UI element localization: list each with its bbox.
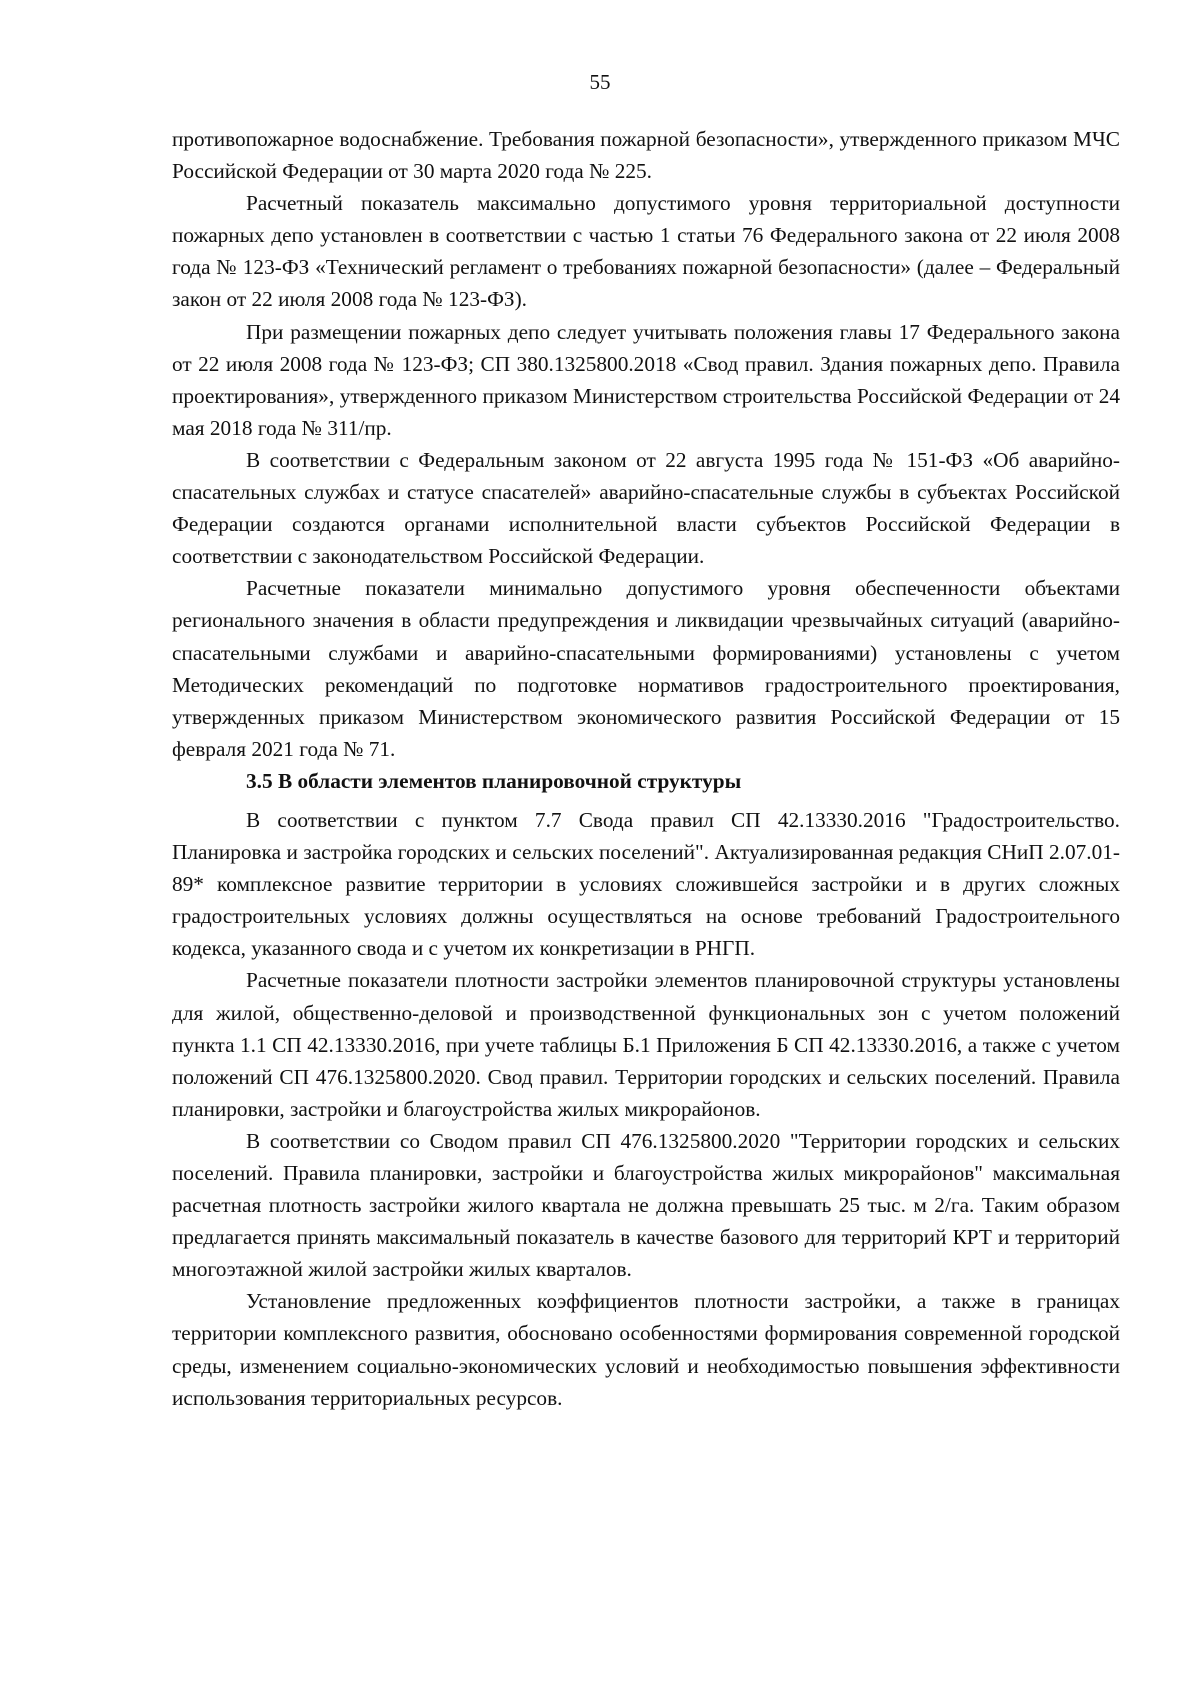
paragraph-max-density: В соответствии со Сводом правил СП 476.1325800.2020 "Территории городских и сельских поселений. Правила планировки, застройки и благоустройства жилых микрорайонов" максимальная расчетная плотность застройки жилого квартала не должна превышать 25 тыс. м 2/га. Таким образом предлагается принять максимальный показатель в качестве базового для территорий КРТ и территорий многоэтажной жилой застройки жилых кварталов. — [172, 1128, 1120, 1282]
document-body — [172, 123, 1120, 1414]
paragraph-density-indicators: Расчетные показатели плотности застройки элементов планировочной структуры установлены для жилой, общественно-деловой и производственной функциональных зон с учетом положений пункта 1.1 СП 42.13330.2016, при учете таблицы Б.1 Приложения Б СП 42.13330.2016, а также с учетом положений СП 476.1325800.2020. Свод правил. Территории городских и сельских поселений. Правила планировки, застройки и благоустройства жилых микрорайонов. — [172, 968, 1120, 1121]
section-heading: 3.5 В области элементов планировочной структуры — [246, 768, 742, 793]
paragraph-emergency-indicators: Расчетные показатели минимально допустимого уровня обеспеченности объектами регионального значения в области предупреждения и ликвидации чрезвычайных ситуаций (аварийно-спасательными службами и аварийно-спасательными формированиями) установлены с учетом Методических рекомендаций по подготовке нормативов градостроительного проектирования, утвержденных приказом Министерством экономического развития Российской Федерации от 15 февраля 2021 года № 71. — [172, 576, 1120, 761]
page-number: 55 — [589, 70, 611, 94]
paragraph-rescue-services: В соответствии с Федеральным законом от 22 августа 1995 года № 151-ФЗ «Об аварийно-спасательных службах и статусе спасателей» аварийно-спасательные службы в субъектах Российской Федерации создаются органами исполнительной власти субъектов Российской Федерации в соответствии с законодательством Российской Федерации. — [172, 447, 1120, 569]
paragraph-fire-depot-accessibility: Расчетный показатель максимально допустимого уровня территориальной доступности пожарных депо установлен в соответствии с частью 1 статьи 76 Федерального закона от 22 июля 2008 года № 123-ФЗ «Технический регламент о требованиях пожарной безопасности» (далее – Федеральный закон от 22 июля 2008 года № 123-ФЗ). — [172, 191, 1120, 312]
paragraph-fire-water-supply: противопожарное водоснабжение. Требования пожарной безопасности», утвержденного приказом МЧС Российской Федерации от 30 марта 2020 года № 225. — [172, 127, 1120, 184]
paragraph-fire-depot-placement: При размещении пожарных депо следует учитывать положения главы 17 Федерального закона от 22 июля 2008 года № 123-ФЗ; СП 380.1325800.2018 «Свод правил. Здания пожарных депо. Правила проектирования», утвержденного приказом Министерством строительства Российской Федерации от 24 мая 2018 года № 311/пр. — [172, 319, 1120, 440]
paragraph-planning-code: В соответствии с пунктом 7.7 Свода правил СП 42.13330.2016 "Градостроительство. Планировка и застройка городских и сельских поселений". Актуализированная редакция СНиП 2.07.01-89* комплексное развитие территории в условиях сложившейся застройки и в других сложных градостроительных условиях должны осуществляться на основе требований Градостроительного кодекса, указанного свода и с учетом их конкретизации в РНГП. — [172, 807, 1120, 961]
paragraph-coefficients-rationale: Установление предложенных коэффициентов плотности застройки, а также в границах территории комплексного развития, обосновано особенностями формирования современной городской среды, изменением социально-экономических условий и необходимостью повышения эффективности использования территориальных ресурсов. — [172, 1289, 1120, 1410]
